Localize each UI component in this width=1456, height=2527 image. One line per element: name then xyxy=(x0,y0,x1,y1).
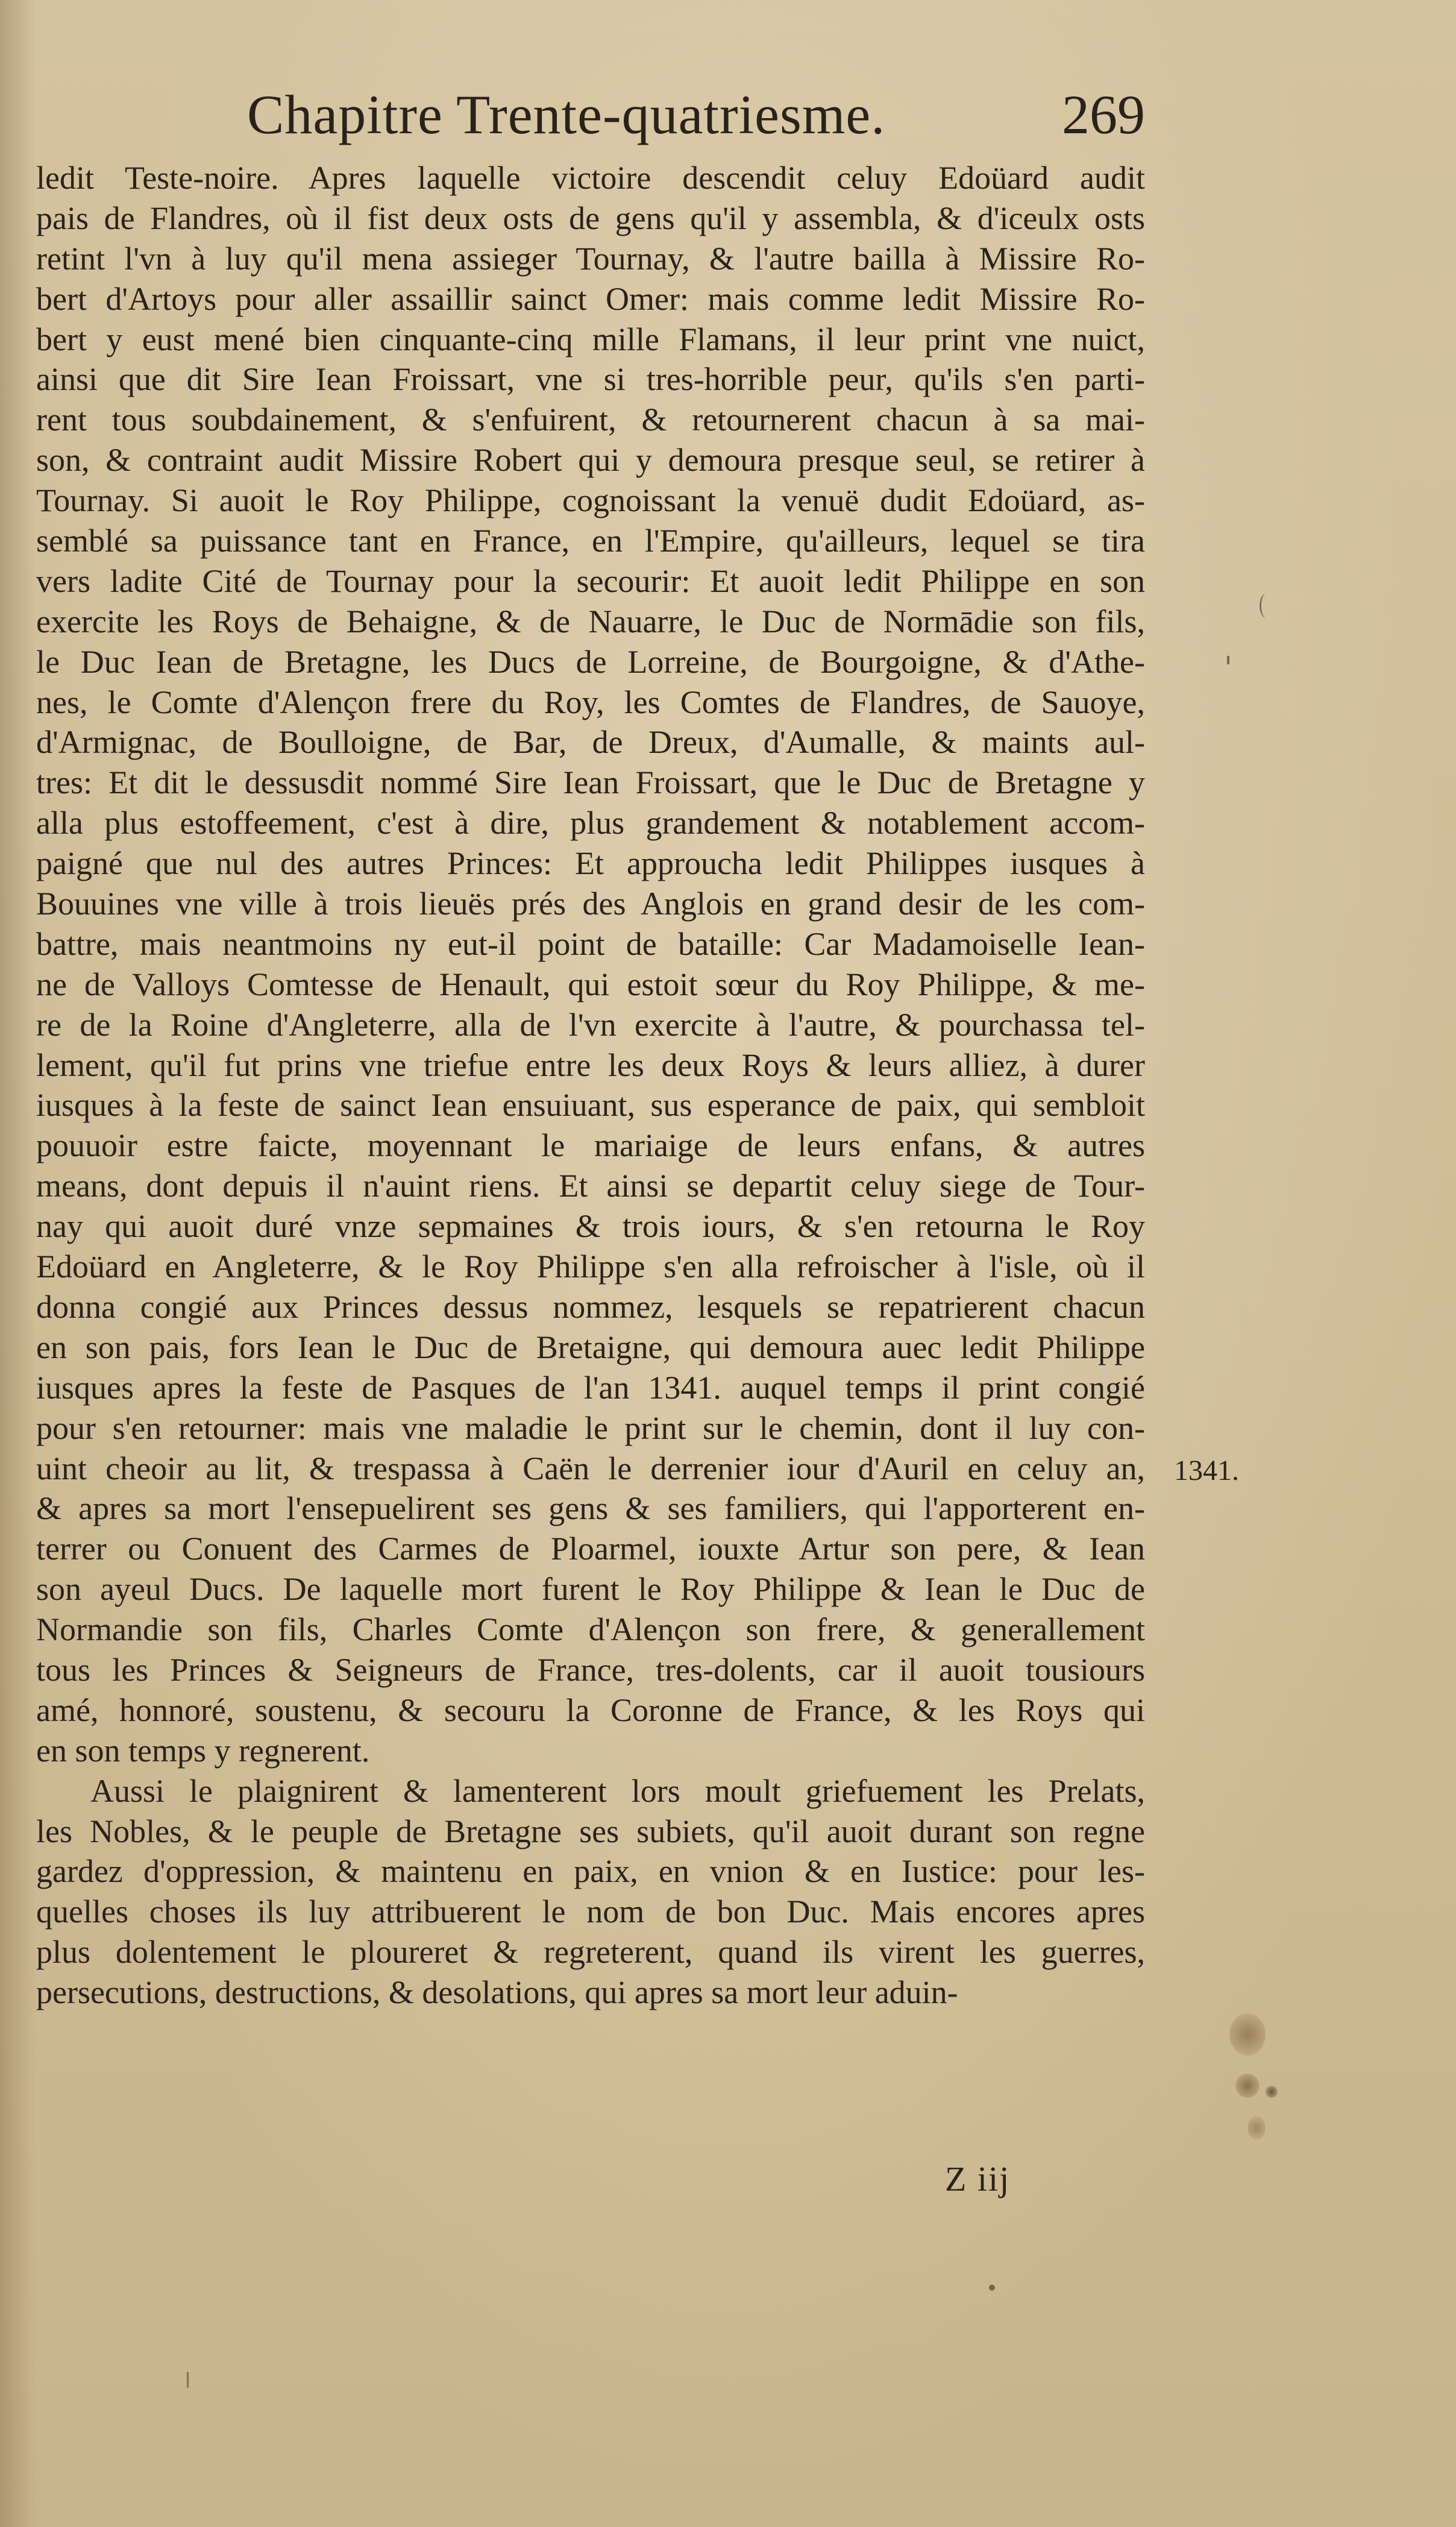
chapter-title: Chapitre Trente-quatriesme. xyxy=(247,84,886,145)
text-line: ne de Valloys Comtesse de Henault, qui estoit sœur du Roy Philippe, & me- xyxy=(36,966,1145,1002)
text-line: rent tous soubdainement, & s'enfuirent, & retournerent chacun à sa mai- xyxy=(36,401,1145,438)
text-line: persecutions, destructions, & desolations, qui apres sa mort leur aduin- xyxy=(36,1974,958,2011)
text-line: Tournay. Si auoit le Roy Philippe, cognoissant la venuë dudit Edoüard, as- xyxy=(36,482,1145,519)
text-line: bert d'Artoys pour aller assaillir sainct Omer: mais comme ledit Missire Ro- xyxy=(36,280,1145,317)
ink-mark xyxy=(1227,656,1229,664)
text-line: ledit Teste-noire. Apres laquelle victoire descendit celuy Edoüard audit xyxy=(36,160,1145,196)
text-line: en son temps y regnerent. xyxy=(36,1732,370,1769)
text-line: son, & contraint audit Missire Robert qui y demoura presque seul, se retirer à xyxy=(36,442,1145,479)
paper-stain xyxy=(1229,2013,1266,2056)
body-text xyxy=(36,158,1145,2013)
text-line: le Duc Iean de Bretagne, les Ducs de Lorreine, de Bourgoigne, & d'Athe- xyxy=(36,643,1145,680)
margin-note-year: 1341. xyxy=(1174,1455,1239,1487)
ink-mark xyxy=(187,2372,189,2388)
text-line: pour s'en retourner: mais vne maladie le print sur le chemin, dont il luy con- xyxy=(36,1409,1145,1446)
text-line: means, dont depuis il n'auint riens. Et ainsi se departit celuy siege de Tour- xyxy=(36,1168,1145,1204)
text-line: amé, honnoré, soustenu, & secouru la Coronne de France, & les Roys qui xyxy=(36,1691,1145,1728)
text-line: vers ladite Cité de Tournay pour la secourir: Et auoit ledit Philippe en son xyxy=(36,562,1145,599)
paper-stain xyxy=(1235,2074,1260,2098)
text-line: Edoüard en Angleterre, & le Roy Philippe s'en alla refroischer à l'isle, où il xyxy=(36,1248,1145,1285)
text-line: tous les Princes & Seigneurs de France, tres-dolents, car il auoit tousiours xyxy=(36,1651,1145,1688)
text-line: bert y eust mené bien cinquante-cinq mille Flamans, il leur print vne nuict, xyxy=(36,321,1145,357)
text-line: battre, mais neantmoins ny eut-il point de bataille: Car Madamoiselle Iean- xyxy=(36,925,1145,962)
gutter-shadow xyxy=(0,0,36,2527)
text-line: pouuoir estre faicte, moyennant le mariaige de leurs enfans, & autres xyxy=(36,1127,1145,1164)
text-line: exercite les Roys de Behaigne, & de Nauarre, le Duc de Normādie son fils, xyxy=(36,603,1145,640)
running-head xyxy=(36,78,1145,151)
text-line: d'Armignac, de Boulloigne, de Bar, de Dreux, d'Aumalle, & maints aul- xyxy=(36,724,1145,761)
text-line: pais de Flandres, où il fist deux osts de gens qu'il y assembla, & d'iceulx osts xyxy=(36,200,1145,236)
text-line: en son pais, fors Iean le Duc de Bretaigne, qui demoura auec ledit Philippe xyxy=(36,1329,1145,1365)
ink-mark xyxy=(1260,594,1272,618)
text-line: tres: Et dit le dessusdit nommé Sire Iean Froissart, que le Duc de Bretagne y xyxy=(36,764,1145,801)
text-line: alla plus estoffeement, c'est à dire, plus grandement & notablement accom- xyxy=(36,805,1145,842)
text-line: gardez d'oppression, & maintenu en paix, en vnion & en Iustice: pour les- xyxy=(36,1853,1145,1890)
text-line: nes, le Comte d'Alençon frere du Roy, les Comtes de Flandres, de Sauoye, xyxy=(36,684,1145,720)
paper-stain xyxy=(1266,2086,1278,2098)
text-line: les Nobles, & le peuple de Bretagne ses subiets, qu'il auoit durant son regne xyxy=(36,1813,1145,1849)
text-line: semblé sa puissance tant en France, en l'Empire, qu'ailleurs, lequel se tira xyxy=(36,523,1145,559)
text-line: ainsi que dit Sire Iean Froissart, vne si tres-horrible peur, qu'ils s'en parti- xyxy=(36,361,1145,398)
text-line: lement, qu'il fut prins vne triefue entre les deux Roys & leurs alliez, à durer xyxy=(36,1046,1145,1083)
text-line: nay qui auoit duré vnze sepmaines & trois iours, & s'en retourna le Roy xyxy=(36,1208,1145,1245)
text-line: & apres sa mort l'ensepuelirent ses gens & ses familiers, qui l'apporterent en- xyxy=(36,1490,1145,1527)
text-line: terrer ou Conuent des Carmes de Ploarmel, iouxte Artur son pere, & Iean xyxy=(36,1531,1145,1567)
text-line: Normandie son fils, Charles Comte d'Alençon son frere, & generallement xyxy=(36,1611,1145,1648)
text-line: quelles choses ils luy attribuerent le nom de bon Duc. Mais encores apres xyxy=(36,1893,1145,1930)
paper-stain xyxy=(1247,2116,1266,2140)
text-line: Aussi le plaignirent & lamenterent lors moult griefuement les Prelats, xyxy=(90,1772,1145,1809)
text-line: iusques apres la feste de Pasques de l'an 1341. auquel temps il print congié xyxy=(36,1369,1145,1406)
signature-mark: Z iij xyxy=(945,2159,1011,2198)
text-line: paigné que nul des autres Princes: Et approucha ledit Philippes iusques à xyxy=(36,845,1145,882)
text-line: re de la Roine d'Angleterre, alla de l'vn exercite à l'autre, & pourchassa tel- xyxy=(36,1006,1145,1043)
text-line: iusques à la feste de sainct Iean ensuiuant, sus esperance de paix, qui sembloit xyxy=(36,1087,1145,1124)
page-number: 269 xyxy=(1062,84,1145,145)
text-line: son ayeul Ducs. De laquelle mort furent le Roy Philippe & Iean le Duc de xyxy=(36,1571,1145,1608)
ink-mark xyxy=(989,2285,995,2291)
text-line: Bouuines vne ville à trois lieuës prés des Anglois en grand desir de les com- xyxy=(36,886,1145,922)
text-line: plus dolentement le ploureret & regreterent, quand ils virent les guerres, xyxy=(36,1934,1145,1971)
text-line: donna congié aux Princes dessus nommez, lesquels se repatrierent chacun xyxy=(36,1288,1145,1325)
text-line: retint l'vn à luy qu'il mena assieger Tournay, & l'autre bailla à Missire Ro- xyxy=(36,240,1145,277)
text-line: uint cheoir au lit, & trespassa à Caën le derrenier iour d'Auril en celuy an, xyxy=(36,1450,1145,1487)
